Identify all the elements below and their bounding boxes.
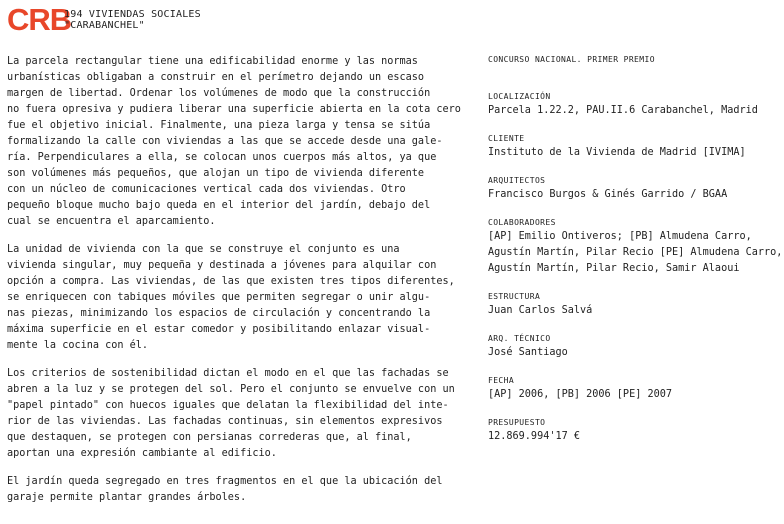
info-value: Agustín Martín, Pilar Recio [PE] Almudena Carro, — [488, 247, 783, 258]
body-line: La parcela rectangular tiene una edificabilidad enorme y las normas — [7, 56, 418, 67]
body-line: "papel pintado" con huecos iguales que delatan la flexibilidad del inte- — [7, 400, 449, 411]
award-label: CONCURSO NACIONAL. PRIMER PREMIO — [488, 55, 655, 64]
info-value: Instituto de la Vivienda de Madrid [IVIMA] — [488, 147, 746, 158]
info-technical-architect — [488, 334, 778, 361]
body-line: fue el objetivo inicial. Finalmente, una pieza larga y tensa se sitúa — [7, 120, 431, 131]
body-line: que destaquen, se protegen con persianas correderas que, al final, — [7, 432, 412, 443]
project-title-line-1: 194 VIVIENDAS SOCIALES — [64, 9, 201, 20]
body-line: rior de las viviendas. Las fachadas continuas, sin elementos expresivos — [7, 416, 443, 427]
paragraph-3 — [7, 366, 455, 462]
body-line: con un núcleo de comunicaciones vertical cada dos viviendas. Otro — [7, 184, 406, 195]
body-line: garaje permite plantar grandes árboles. — [7, 492, 247, 503]
info-value: 12.869.994'17 € — [488, 431, 581, 442]
info-value: Juan Carlos Salvá — [488, 305, 593, 316]
info-structure — [488, 292, 778, 319]
body-line: mente la cocina con él. — [7, 340, 149, 351]
info-label: ARQUITECTOS — [488, 176, 546, 185]
info-label: FECHA — [488, 376, 515, 385]
body-line: máxima superficie en el estar comedor y posibilitando enlazar visual- — [7, 324, 431, 335]
body-line: El jardín queda segregado en tres fragmentos en el que la ubicación del — [7, 476, 443, 487]
crb-logo: CRB — [7, 2, 72, 37]
info-label: PRESUPUESTO — [488, 418, 546, 427]
body-line: formalizando la calle con viviendas a las que se accede desde una gale- — [7, 136, 443, 147]
body-line: opción a compra. Las viviendas, de las que existen tres tipos diferentes, — [7, 276, 455, 287]
body-line: Los criterios de sostenibilidad dictan el modo en el que las fachadas se — [7, 368, 449, 379]
body-line: vivienda singular, muy pequeña y destinada a jóvenes para alquilar con — [7, 260, 437, 271]
info-location — [488, 92, 778, 119]
body-line: aportan una expresión cambiante al edificio. — [7, 448, 277, 459]
project-info-sidebar — [488, 55, 783, 460]
info-budget — [488, 418, 778, 445]
body-line: se enriquecen con tabiques móviles que permiten segregar o unir algu- — [7, 292, 431, 303]
info-client — [488, 134, 778, 161]
info-value: [AP] 2006, [PB] 2006 [PE] 2007 — [488, 389, 673, 400]
body-line: abren a la luz y se protegen del sol. Pero el conjunto se envuelve con un — [7, 384, 455, 395]
body-line: cual se encuentra el aparcamiento. — [7, 216, 216, 227]
info-label: ARQ. TÉCNICO — [488, 334, 551, 343]
info-label: LOCALIZACIÓN — [488, 92, 551, 101]
paragraph-1 — [7, 54, 461, 230]
info-value: Francisco Burgos & Ginés Garrido / BGAA — [488, 189, 728, 200]
info-value: [AP] Emilio Ontiveros; [PB] Almudena Carro, — [488, 231, 752, 242]
info-architects — [488, 176, 778, 203]
body-line: nas piezas, minimizando los espacios de circulación y concentrando la — [7, 308, 431, 319]
body-line: margen de libertad. Ordenar los volúmenes de modo que la construcción — [7, 88, 431, 99]
info-label: COLABORADORES — [488, 218, 556, 227]
info-value: José Santiago — [488, 347, 568, 358]
body-line: ría. Perpendiculares a ella, se colocan unos cuerpos más altos, ya que — [7, 152, 437, 163]
project-title-line-2: "CARABANCHEL" — [64, 20, 145, 31]
description-text — [7, 54, 461, 518]
info-value: Parcela 1.22.2, PAU.II.6 Carabanchel, Madrid — [488, 105, 758, 116]
body-line: La unidad de vivienda con la que se construye el conjunto es una — [7, 244, 400, 255]
project-title — [64, 9, 201, 31]
info-collaborators — [488, 218, 783, 277]
body-line: urbanísticas obligaban a construir en el perímetro dejando un escaso — [7, 72, 425, 83]
body-line: son volúmenes más pequeños, que alojan un tipo de vivienda diferente — [7, 168, 425, 179]
paragraph-2 — [7, 242, 455, 354]
info-date — [488, 376, 778, 403]
info-value: Agustín Martín, Pilar Recio, Samir Alaoui — [488, 263, 740, 274]
info-label: ESTRUCTURA — [488, 292, 541, 301]
body-line: no fuera opresiva y pudiera liberar una superficie abierta en la cota cero — [7, 104, 461, 115]
paragraph-4 — [7, 474, 443, 506]
info-label: CLIENTE — [488, 134, 525, 143]
body-line: pequeño bloque mucho bajo queda en el interior del jardín, debajo del — [7, 200, 431, 211]
